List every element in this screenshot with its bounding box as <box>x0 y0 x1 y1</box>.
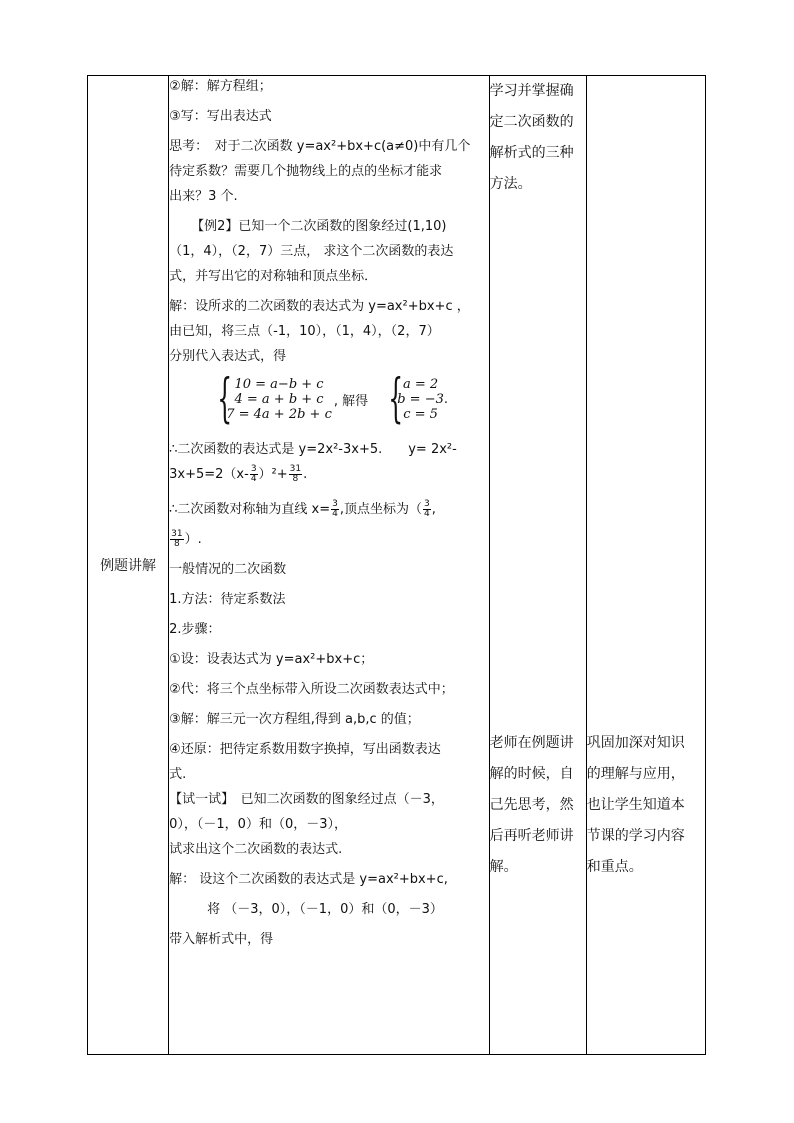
vertex-form <box>169 464 489 485</box>
equation: a = 2 <box>402 376 439 392</box>
method-step: ③解：解三元一次方程组,得到 a,b,c 的值； <box>169 712 420 727</box>
denominator: 8 <box>292 474 299 484</box>
numerator: 31 <box>289 464 302 474</box>
text-fragment: 3x+5=2（x- <box>169 467 249 482</box>
text-line: 思考： 对于二次函数 y=ax²+bx+c(a≠0)中有几个 <box>169 139 471 154</box>
student-activity-line: 己先思考，然 <box>489 797 574 813</box>
intent-cell <box>586 76 705 1055</box>
method-step: ④还原：把待定系数用数字换掉，写出函数表达 <box>169 742 441 757</box>
equation: 10 = a−b + c <box>234 376 324 392</box>
text-line: 由已知，将三点（-1，10），（1，4），（2，7） <box>169 324 440 339</box>
denominator: 4 <box>424 509 430 519</box>
denominator: 4 <box>332 509 338 519</box>
numerator: 3 <box>332 499 338 509</box>
fraction <box>250 465 258 484</box>
left-brace: { <box>388 369 404 429</box>
equation: c = 5 <box>403 406 438 422</box>
system-solution <box>397 377 444 422</box>
denominator: 8 <box>173 539 180 549</box>
numerator: 3 <box>424 499 430 509</box>
result-expression: ∴二次函数的表达式是 y=2x²-3x+5. y= 2x²- <box>169 442 457 457</box>
intent-line: 和重点。 <box>586 859 643 875</box>
text-line: 出来？3 个. <box>169 189 238 204</box>
text-line: 待定系数？需要几个抛物线上的点的坐标才能求 <box>169 164 443 179</box>
fraction <box>331 500 339 519</box>
fraction <box>289 465 302 484</box>
period: . <box>443 391 449 407</box>
lesson-table <box>87 75 706 1055</box>
student-activity-line: 后再听老师讲 <box>489 828 574 844</box>
section-label-cell <box>88 76 169 1055</box>
student-activity-line: 解。 <box>489 859 518 875</box>
equation: b = −3 <box>397 391 444 407</box>
student-activity-line: 解的时候，自 <box>489 766 574 782</box>
text-fragment: . <box>303 467 308 482</box>
method-line: 1.方法：待定系数法 <box>169 592 286 607</box>
trial-line: 将 （－3，0），（－1，0）和（0，－3） <box>207 902 443 917</box>
numerator: 3 <box>250 464 257 474</box>
fraction <box>423 500 431 519</box>
text-fragment: ,顶点坐标为（ <box>339 502 422 517</box>
text-line: ③写：写出表达式 <box>169 109 272 124</box>
text-fragment: , <box>431 502 436 517</box>
method-step: 式. <box>169 767 187 782</box>
text-line: 式，并写出它的对称轴和顶点坐标． <box>169 269 378 284</box>
text-line: 分别代入表达式，得 <box>169 349 287 364</box>
fraction <box>170 530 183 549</box>
trial-heading: 【试一试】 已知二次函数的图象经过点（－3， <box>169 792 444 807</box>
example-2-heading: 【例2】已知一个二次函数的图象经过(1,10) <box>191 219 447 234</box>
left-brace: { <box>217 369 233 429</box>
text-line: ②解：解方程组； <box>169 79 272 94</box>
method-step: ②代：将三个点坐标带入所设二次函数表达式中； <box>169 682 454 697</box>
denominator: 4 <box>250 474 257 484</box>
axis-vertex-line <box>169 499 489 520</box>
intent-line: 巩固加深对知识 <box>586 735 685 751</box>
solve-text: , 解得 <box>333 393 369 409</box>
table-row <box>88 76 706 1055</box>
method-step: ①设：设表达式为 y=ax²+bx+c； <box>169 652 374 667</box>
intent-line: 节课的学习内容 <box>586 828 685 844</box>
goal-line: 定二次函数的 <box>489 114 574 130</box>
intent-line: 也让学生知道本 <box>586 797 685 813</box>
method-title: 一般情况的二次函数 <box>169 562 287 577</box>
system-equations <box>226 377 332 422</box>
goal-line: 方法。 <box>489 176 532 192</box>
student-activity-line: 老师在例题讲 <box>489 735 574 751</box>
intent-line: 的理解与应用， <box>586 766 685 782</box>
method-line: 2.步骤： <box>169 622 221 637</box>
goal-cell <box>489 76 586 1055</box>
equation: 7 = 4a + 2b + c <box>226 406 332 422</box>
trial-line: 0），（－1，0）和（0，－3）， <box>169 817 347 832</box>
text-line: 解：设所求的二次函数的表达式为 y=ax²+bx+c ， <box>169 299 470 314</box>
equation-system <box>199 369 489 429</box>
text-fragment: ）. <box>184 532 202 547</box>
equation: 4 = a + b + c <box>234 391 324 407</box>
trial-line: 解： 设这个二次函数的表达式是 y=ax²+bx+c, <box>169 872 448 887</box>
goal-line: 学习并掌握确 <box>489 83 574 99</box>
text-fragment: ）²+ <box>258 467 288 482</box>
trial-line: 试求出这个二次函数的表达式. <box>169 842 343 857</box>
main-content-cell <box>169 76 490 1055</box>
vertex-y-line <box>169 529 489 550</box>
text-fragment: ∴二次函数对称轴为直线 x= <box>169 502 331 517</box>
numerator: 31 <box>171 529 183 539</box>
trial-line: 带入解析式中，得 <box>169 932 274 947</box>
goal-line: 解析式的三种 <box>489 145 574 161</box>
section-label: 例题讲解 <box>100 558 157 574</box>
text-line: （1，4），（2，7）三点， 求这个二次函数的表达 <box>169 244 454 259</box>
